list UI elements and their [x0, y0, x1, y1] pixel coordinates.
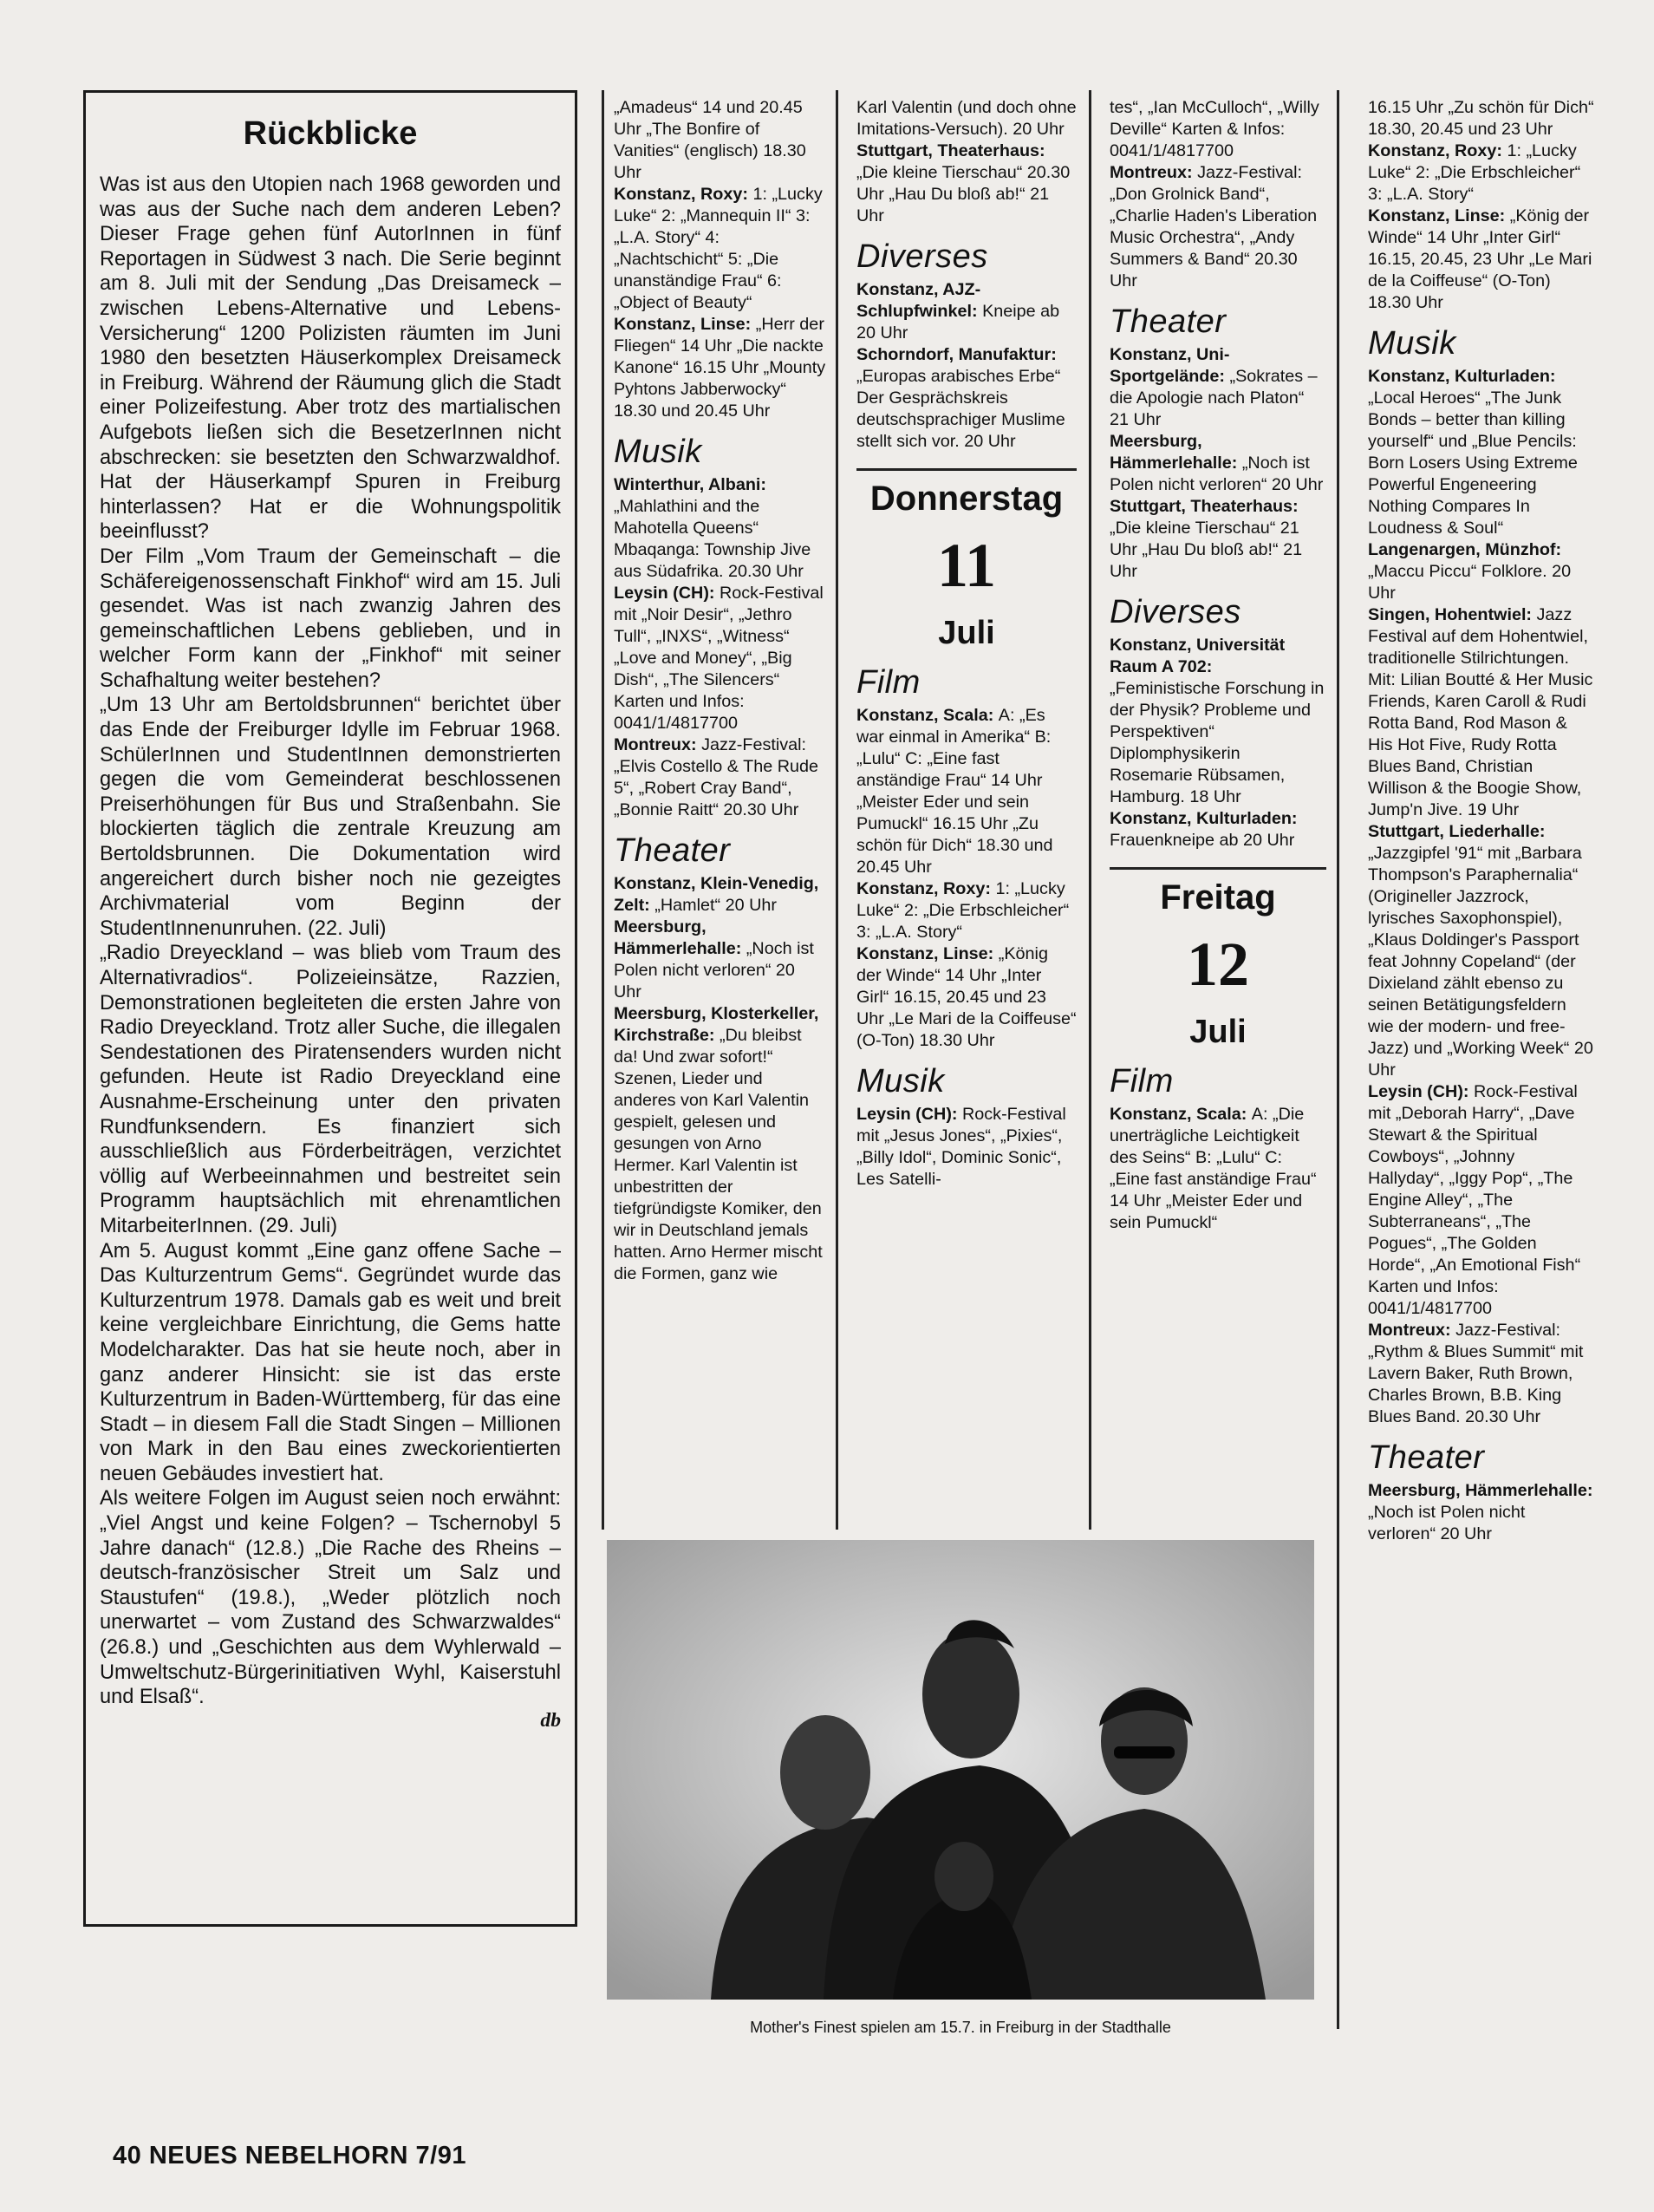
listing-column-4 — [1368, 97, 1595, 1545]
listing-entry — [614, 184, 827, 314]
day-name: Freitag — [1160, 878, 1276, 917]
section-heading: Musik — [614, 434, 702, 470]
listing-text: Jazz-Festival: „Don Grolnick Band“, „Charlie Haden's Liberation Music Orchestra“, „Andy Summers & Band“ 20.30 Uhr — [1110, 163, 1318, 290]
listing-entry — [1110, 808, 1326, 852]
venue-name: Stuttgart, Theaterhaus: — [856, 141, 1045, 160]
column-rule — [1337, 90, 1339, 2029]
listing-entry — [614, 734, 827, 821]
column-rule — [1089, 90, 1091, 1530]
listing-text: „Die kleine Tierschau“ 20.30 Uhr „Hau Du bloß ab!“ 21 Uhr — [856, 163, 1071, 225]
photo-caption: Mother's Finest spielen am 15.7. in Freiburg in der Stadthalle — [750, 2019, 1171, 2036]
listing-entry — [856, 344, 1077, 453]
section-heading: Film — [856, 664, 921, 701]
venue-name: Montreux: — [614, 735, 702, 754]
listing-text: „Maccu Piccu“ Folklore. 20 Uhr — [1368, 562, 1572, 603]
listing-entry — [1368, 366, 1595, 539]
venue-name: Meersburg, Klosterkeller, Kirchstraße: — [614, 1004, 819, 1045]
listing-entry — [1110, 1104, 1326, 1234]
listing-entry — [1368, 1480, 1595, 1545]
day-month: Juli — [938, 615, 995, 651]
listing-text: A: „Die unerträgliche Leichtigkeit des Seins“ B: „Lulu“ C: „Eine fast anständige Frau“ 14 Uhr „Meister Eder und sein Pumuckl“ — [1110, 1105, 1317, 1232]
venue-name: Konstanz, Kulturladen: — [1110, 809, 1298, 828]
listing-text: Rock-Festival mit „Noir Desir“, „Jethro Tull“, „INXS“, „Witness“ „Love and Money“, „Big Dish“, „The Silencers“ Karten und Infos: 0041/1/4817700 — [614, 584, 824, 733]
listing-entry — [856, 140, 1077, 227]
listing-entry — [1368, 604, 1595, 821]
box-body — [100, 173, 561, 1732]
column-rule — [602, 90, 604, 1530]
section-heading: Musik — [1368, 325, 1456, 362]
venue-name: Stuttgart, Liederhalle: — [1368, 822, 1546, 841]
venue-name: Konstanz, Linse: — [1368, 206, 1510, 225]
listing-text: Karl Valentin (und doch ohne Imitations-Versuch). 20 Uhr — [856, 98, 1077, 139]
section-heading: Theater — [1368, 1439, 1485, 1476]
venue-name: Konstanz, Klein-Venedig, Zelt: — [614, 874, 819, 915]
listing-entry — [856, 705, 1077, 878]
listing-entry — [1110, 496, 1326, 583]
listing-text: Rock-Festival mit „Jesus Jones“, „Pixies“, „Billy Idol“, Dominic Sonic“, Les Satelli- — [856, 1105, 1066, 1189]
venue-name: Montreux: — [1110, 163, 1198, 182]
day-number: 12 — [1187, 930, 1249, 999]
box-title: Rückblicke — [243, 115, 418, 152]
venue-name: Konstanz, Scala: — [856, 706, 999, 725]
listing-entry — [614, 1003, 827, 1285]
listing-text: tes“, „Ian McCulloch“, „Willy Deville“ Karten & Infos: 0041/1/4817700 — [1110, 98, 1319, 160]
listing-text: Jazz-Festival: „Rythm & Blues Summit“ mit Lavern Baker, Ruth Brown, Charles Brown, B.B. King Blues Band. 20.30 Uhr — [1368, 1321, 1584, 1426]
section-heading: Diverses — [856, 238, 988, 275]
listing-text: „Die kleine Tierschau“ 21 Uhr „Hau Du bloß ab!“ 21 Uhr — [1110, 519, 1303, 581]
listing-text: 16.15 Uhr „Zu schön für Dich“ 18.30, 20.45 und 23 Uhr — [1368, 98, 1594, 139]
listing-entry — [1110, 431, 1326, 496]
venue-name: Montreux: — [1368, 1321, 1456, 1340]
box-paragraph: „Radio Dreyeckland – was blieb vom Traum des Alternativradios“. Polizeieinsätze, Razzien, Demonstrationen begleiteten die ersten Jahre von Radio Dreyeckland. Trotz aller Suche, die illegalen Sendestationen des Piratensenders wurden nicht gefunden. Heute ist Radio Dreyeckland eine Ausnahme-Erscheinung unter den privaten Rundfunksendern. Es finanziert sich ausschließlich aus Förderbeiträgen, verzichtet völlig auf Werbeeinnahmen und bestreitet sein Programm hauptsächlich mit ehrenamtlichen MitarbeiterInnen. (29. Juli) — [100, 942, 561, 1237]
venue-name: Stuttgart, Theaterhaus: — [1110, 497, 1299, 516]
box-signature: db — [540, 1708, 561, 1732]
listing-text: „Local Heroes“ „The Junk Bonds – better than killing yourself“ und „Blue Pencils: Born Losers Using Extreme Powerful Engeneering Nothing Compares In Loudness & Soul“ — [1368, 388, 1578, 538]
venue-name: Meersburg, Hämmerlehalle: — [1368, 1481, 1593, 1500]
listing-text: „Noch ist Polen nicht verloren“ 20 Uhr — [1110, 453, 1324, 494]
venue-name: Konstanz, AJZ-Schlupfwinkel: — [856, 280, 983, 321]
day-month: Juli — [1189, 1014, 1247, 1050]
venue-name: Schorndorf, Manufaktur: — [856, 345, 1057, 364]
listing-text: Jazz-Festival: „Elvis Costello & The Rude 5“, „Robert Cray Band“, „Bonnie Raitt“ 20.30 Uhr — [614, 735, 819, 819]
venue-name: Leysin (CH): — [1368, 1082, 1474, 1101]
venue-name: Meersburg, Hämmerlehalle: — [1110, 432, 1242, 473]
listing-text: „Amadeus“ 14 und 20.45 Uhr „The Bonfire of Vanities“ (englisch) 18.30 Uhr — [614, 98, 806, 182]
venue-name: Langenargen, Münzhof: — [1368, 540, 1562, 559]
page-footer: 40 NEUES NEBELHORN 7/91 — [113, 2142, 466, 2170]
listing-entry — [1368, 97, 1595, 140]
venue-name: Meersburg, Hämmerlehalle: — [614, 917, 746, 958]
listing-text: 1: „Lucky Luke“ 2: „Die Erbschleicher“ 3: „L.A. Story“ — [1368, 141, 1581, 204]
listing-entry — [1110, 635, 1326, 808]
listing-entry — [1368, 1320, 1595, 1428]
venue-name: Konstanz, Roxy: — [1368, 141, 1507, 160]
listing-entry — [1368, 821, 1595, 1081]
day-header — [1110, 867, 1326, 1052]
listing-entry — [614, 97, 827, 184]
column-rule — [836, 90, 838, 1530]
listing-entry — [614, 583, 827, 734]
venue-name: Konstanz, Linse: — [614, 315, 756, 334]
listing-text: 1: „Lucky Luke“ 2: „Die Erbschleicher“ 3: „L.A. Story“ — [856, 879, 1070, 942]
venue-name: Konstanz, Uni-Sportgelände: — [1110, 345, 1230, 386]
venue-name: Singen, Hohentwiel: — [1368, 605, 1537, 624]
listing-entry — [856, 1104, 1077, 1191]
listing-entry — [614, 917, 827, 1003]
box-paragraph: Der Film „Vom Traum der Gemeinschaft – die Schäfereigenossenschaft Finkhof“ wird am 15. Juli gesendet. Was ist nach zwanzig Jahren des gemeinschaftlichen Lebens geblieben, und in welcher Form kann der „Finkhof“ mit seiner Schafhaltung weiter bestehen? — [100, 545, 561, 692]
box-paragraph: Als weitere Folgen im August seien noch erwähnt: „Viel Angst und keine Folgen? – Tschernobyl 5 Jahre danach“ (12.8.) „Die Rache des Rheins – deutsch-französischer Streit um Salz und Staustufen“ (19.8.), „Weder plötzlich noch unerwartet – vom Zustand des Schwarzwaldes“ (26.8.) und „Geschichten aus dem Wyhlerwald – Umweltschutz-Bürgerinitiativen Wyhl, Kaiserstuhl und Elsaß“. — [100, 1487, 561, 1709]
venue-name: Konstanz, Kulturladen: — [1368, 367, 1556, 386]
box-paragraph: „Um 13 Uhr am Bertoldsbrunnen“ berichtet über das Ende der Freiburger Idylle im Februar 1968. SchülerInnen und StudentInnen demonstrierten gegen die vom Gemeinderat beschlossenen Preiserhöhungen für Bus und Straßenbahn. Sie blockierten täglich die zentrale Kreuzung am Bertoldsbrunnen. Die Dokumentation wird angereichert durch bisher noch nie gezeigtes Archivmaterial vom Beginn der StudentInnenunruhen. (22. Juli) — [100, 694, 561, 940]
listing-text: Frauenkneipe ab 20 Uhr — [1110, 831, 1295, 850]
listing-text: 1: „Lucky Luke“ 2: „Mannequin II“ 3: „L.A. Story“ 4: „Nachtschicht“ 5: „Die unanständige Frau“ 6: „Object of Beauty“ — [614, 185, 823, 312]
box-paragraph: Am 5. August kommt „Eine ganz offene Sache – Das Kulturzentrum Gems“. Gegründet wurde das Kulturzentrum 1978. Damals gab es weit und breit keine vergleichbare Einrichtung, die Gems hatte Modelcharakter. Das hat sie heute noch, aber in ganz anderer Hinsicht: sie ist das erste Kulturzentrum in Baden-Württemberg, für das eine Stadt – in diesem Fall die Stadt Singen – Millionen von Mark in den Bau eines zweckorientierten neuen Gebäudes investiert hat. — [100, 1239, 561, 1485]
listing-entry — [1368, 206, 1595, 314]
listing-entry — [1110, 344, 1326, 431]
listing-entry — [856, 878, 1077, 943]
listing-text: „Europas arabisches Erbe“ Der Gesprächskreis deutschsprachiger Muslime stellt sich vor. 20 Uhr — [856, 367, 1065, 451]
listing-text: „König der Winde“ 14 Uhr „Inter Girl“ 16.15, 20.45, 23 Uhr „Le Mari de la Coiffeuse“ (O-Ton) 18.30 Uhr — [1368, 206, 1592, 312]
listing-column-3 — [1110, 97, 1326, 1234]
listing-entry — [1110, 97, 1326, 162]
section-heading: Musik — [856, 1063, 945, 1099]
band-photo — [607, 1540, 1314, 2000]
day-name: Donnerstag — [869, 480, 1064, 518]
venue-name: Winterthur, Albani: — [614, 475, 767, 494]
listing-text: „Feministische Forschung in der Physik? Probleme und Perspektiven“ Diplomphysikerin Rosemarie Rübsamen, Hamburg. 18 Uhr — [1110, 679, 1325, 806]
listing-text: „Jazzgipfel '91“ mit „Barbara Thompson's Paraphernalia“ (Origineller Jazzrock, lyrisches Saxophonspiel), „Klaus Doldinger's Passport feat Johnny Copeland“ (der Dixieland zählt ebenso zu seinen Betätigungsfeldern wie der modern- und free-Jazz) und „Working Week“ 20 Uhr — [1368, 844, 1593, 1080]
box-paragraph: Was ist aus den Utopien nach 1968 geworden und was aus der Suche nach dem anderen Leben? Dieser Frage gehen fünf AutorInnen in fünf Reportagen in Südwest 3 nach. Die Serie beginnt am 8. Juli mit der Sendung „Das Dreisameck – zwischen Lebens-Alternative und Lebens-Versicherung“ 1200 Polizisten räumten im Juni 1980 den besetzten Häuserkomplex Dreisameck in Freiburg. Während der Räumung glich die Stadt einer Polizeifestung. Aber trotz des martialischen Aufgebots ließen sich die BesetzerInnen nicht abschrecken: sie besetzten den Schwarzwaldhof. Hat der Häuserkampf Spuren in Freiburg hinterlassen? Hat er die Wohnungspolitik beeinflusst? — [100, 173, 561, 544]
day-number: 11 — [936, 531, 997, 600]
section-heading: Theater — [614, 832, 731, 869]
venue-name: Konstanz, Scala: — [1110, 1105, 1252, 1124]
listing-text: „Hamlet“ 20 Uhr — [654, 896, 777, 915]
listing-text: „Noch ist Polen nicht verloren“ 20 Uhr — [614, 939, 814, 1002]
venue-name: Konstanz, Roxy: — [856, 879, 996, 898]
listing-entry — [614, 474, 827, 583]
listing-text: „Sokrates – die Apologie nach Platon“ 21 Uhr — [1110, 367, 1318, 429]
rueckblicke-box — [83, 90, 577, 1927]
listing-entry — [614, 314, 827, 422]
listing-text: „Mahlathini and the Mahotella Queens“ Mbaqanga: Township Jive aus Südafrika. 20.30 Uhr — [614, 497, 811, 581]
venue-name: Konstanz, Universität Raum A 702: — [1110, 636, 1286, 676]
listing-entry — [1368, 1081, 1595, 1320]
listing-entry — [1368, 140, 1595, 206]
venue-name: Leysin (CH): — [614, 584, 720, 603]
venue-name: Konstanz, Roxy: — [614, 185, 753, 204]
section-heading: Theater — [1110, 303, 1227, 340]
listing-text: Jazz Festival auf dem Hohentwiel, traditionelle Stilrichtungen. Mit: Lilian Boutté & Her Music Friends, Karen Caroll & Rudi Rotta Band, Rod Mason & His Hot Five, Rudy Rotta Blues Band, Christian Willison & the Boogie Show, Jump'n Jive. 19 Uhr — [1368, 605, 1593, 819]
venue-name: Konstanz, Linse: — [856, 944, 999, 963]
listing-column-2 — [856, 97, 1077, 1191]
section-heading: Diverses — [1110, 594, 1241, 630]
listing-entry — [1368, 539, 1595, 604]
listing-column-1 — [614, 97, 827, 1285]
listing-entry — [856, 97, 1077, 140]
day-header — [856, 468, 1077, 653]
listing-entry — [856, 943, 1077, 1052]
listing-entry — [1110, 162, 1326, 292]
listing-text: Rock-Festival mit „Deborah Harry“, „Dave Stewart & the Spiritual Cowboys“, „Johnny Hallyday“, „Iggy Pop“, „The Engine Alley“, „The Subterraneans“, „The Pogues“, „The Golden Horde“, „An Emotional Fish“ Karten und Infos: 0041/1/4817700 — [1368, 1082, 1581, 1318]
listing-text: Kneipe ab 20 Uhr — [856, 302, 1060, 343]
section-heading: Film — [1110, 1063, 1174, 1099]
listing-entry — [614, 873, 827, 917]
band-photo-image — [607, 1540, 1314, 2000]
listing-text: „König der Winde“ 14 Uhr „Inter Girl“ 16.15, 20.45 und 23 Uhr „Le Mari de la Coiffeuse“ (O-Ton) 18.30 Uhr — [856, 944, 1077, 1050]
listing-text: „Noch ist Polen nicht verloren“ 20 Uhr — [1368, 1503, 1526, 1543]
listing-entry — [856, 279, 1077, 344]
venue-name: Leysin (CH): — [856, 1105, 962, 1124]
listing-text: „Du bleibst da! Und zwar sofort!“ Szenen, Lieder und anderes von Karl Valentin gespielt, gelesen und gesungen von Arno Hermer. Karl Valentin ist unbestritten der tiefgründigste Komiker, den wir in Deutschland jemals hatten. Arno Hermer mischt die Formen, ganz wie — [614, 1026, 823, 1283]
listing-text: A: „Es war einmal in Amerika“ B: „Lulu“ C: „Eine fast anständige Frau“ 14 Uhr „Meister Eder und sein Pumuckl“ 16.15 Uhr „Zu schön für Dich“ 18.30 und 20.45 Uhr — [856, 706, 1053, 877]
listing-text: „Herr der Fliegen“ 14 Uhr „Die nackte Kanone“ 16.15 Uhr „Mounty Pyhtons Jabberwocky“ 18.30 und 20.45 Uhr — [614, 315, 826, 421]
